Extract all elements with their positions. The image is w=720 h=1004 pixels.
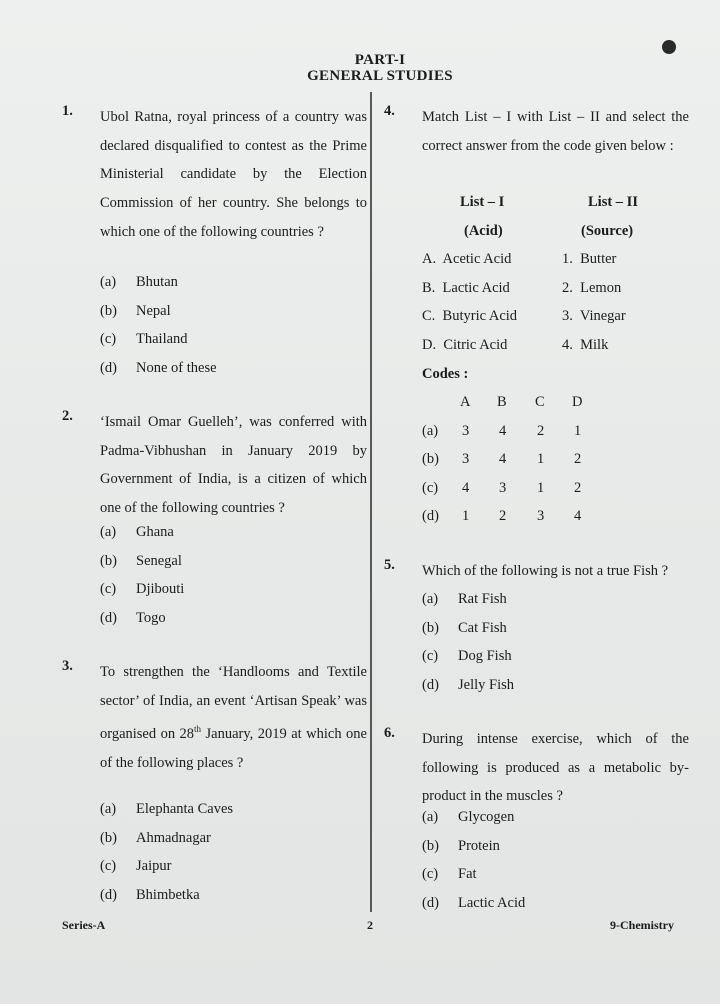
codes-table <box>422 388 692 531</box>
question-text: ‘Ismail Omar Guelleh’, was conferred with Padma-Vibhushan in January 2019 by Government of India, is a citizen of which one of the following countries ? <box>100 414 367 517</box>
option-b[interactable]: (b) Ahmadnagar <box>100 829 211 846</box>
code-option-a[interactable]: (a) 3 4 2 1 <box>422 422 582 439</box>
code-option-d[interactable]: (d) 1 2 3 4 <box>422 508 582 525</box>
option-d[interactable]: (d) Bhimbetka <box>100 886 200 903</box>
options-list <box>422 803 689 917</box>
option-b[interactable]: (b) Cat Fish <box>422 619 507 636</box>
option-d[interactable]: (d) Togo <box>100 609 166 626</box>
question-number: 4. <box>384 103 395 119</box>
option-a[interactable]: (a) Glycogen <box>422 809 515 825</box>
footer-series: Series-A <box>62 918 106 932</box>
option-d[interactable]: (d) Lactic Acid <box>422 894 526 911</box>
codes-header-row: A B C D <box>460 394 583 410</box>
options-list <box>100 795 367 909</box>
code-option-c[interactable]: (c) 4 3 1 2 <box>422 479 582 496</box>
question-number: 3. <box>62 658 73 674</box>
options-list <box>422 585 689 699</box>
list1-title: List – I <box>460 194 505 210</box>
option-c[interactable]: (c) Jaipur <box>100 858 172 874</box>
footer-page-number: 2 <box>367 918 373 932</box>
list2-item: 2. Lemon <box>562 279 622 296</box>
list1-item: B. Lactic Acid <box>422 279 510 296</box>
option-a[interactable]: (a) Rat Fish <box>422 591 507 607</box>
option-c[interactable]: (c) Dog Fish <box>422 648 512 664</box>
list1-item: C. Butyric Acid <box>422 308 518 325</box>
footer-subject: 9-Chemistry <box>610 918 674 932</box>
question-number: 1. <box>62 103 73 119</box>
option-d[interactable]: (d) None of these <box>100 359 217 376</box>
option-b[interactable]: (b) Senegal <box>100 552 182 569</box>
list2-item: 3. Vinegar <box>562 308 626 325</box>
option-b[interactable]: (b) Nepal <box>100 302 171 319</box>
list1-item: D. Citric Acid <box>422 336 508 353</box>
options-list <box>100 268 367 382</box>
question-number: 2. <box>62 408 73 424</box>
list1-subtitle: (Acid) <box>464 222 503 239</box>
option-a[interactable]: (a) Bhutan <box>100 274 178 290</box>
option-c[interactable]: (c) Fat <box>422 866 477 882</box>
list1-item: A. Acetic Acid <box>422 251 512 268</box>
list2-title: List – II <box>588 194 638 210</box>
question-text: Match List – I with List – II and select the correct answer from the code given below : <box>422 109 689 154</box>
part-heading: PART-I <box>354 52 406 68</box>
question-number: 6. <box>384 725 395 741</box>
question-text: Ubol Ratna, royal princess of a country was declared disqualified to contest as the Prime Ministerial candidate by the Election Commission of her country. She belongs to which one of the following countries ? <box>100 109 367 240</box>
options-list <box>100 518 367 632</box>
question-text: To strengthen the ‘Handlooms and Textile sector’ of India, an event ‘Artisan Speak’ was organised on 28th January, 2019 at which one of the following places ? <box>100 664 367 771</box>
list2-item: 1. Butter <box>562 251 617 268</box>
option-a[interactable]: (a) Ghana <box>100 524 174 540</box>
match-table <box>422 188 692 388</box>
option-a[interactable]: (a) Elephanta Caves <box>100 801 234 817</box>
list2-subtitle: (Source) <box>581 222 634 239</box>
column-divider <box>370 92 372 912</box>
option-b[interactable]: (b) Protein <box>422 837 500 854</box>
option-c[interactable]: (c) Djibouti <box>100 581 185 597</box>
section-heading: GENERAL STUDIES <box>307 68 453 84</box>
question-text: During intense exercise, which of the following is produced as a metabolic by-product in the muscles ? <box>422 731 689 805</box>
question-text: Which of the following is not a true Fish ? <box>422 563 669 579</box>
question-number: 5. <box>384 557 395 573</box>
list2-item: 4. Milk <box>562 336 609 353</box>
option-d[interactable]: (d) Jelly Fish <box>422 676 514 693</box>
codes-label: Codes : <box>422 365 469 382</box>
option-c[interactable]: (c) Thailand <box>100 331 188 347</box>
code-option-b[interactable]: (b) 3 4 1 2 <box>422 451 582 468</box>
